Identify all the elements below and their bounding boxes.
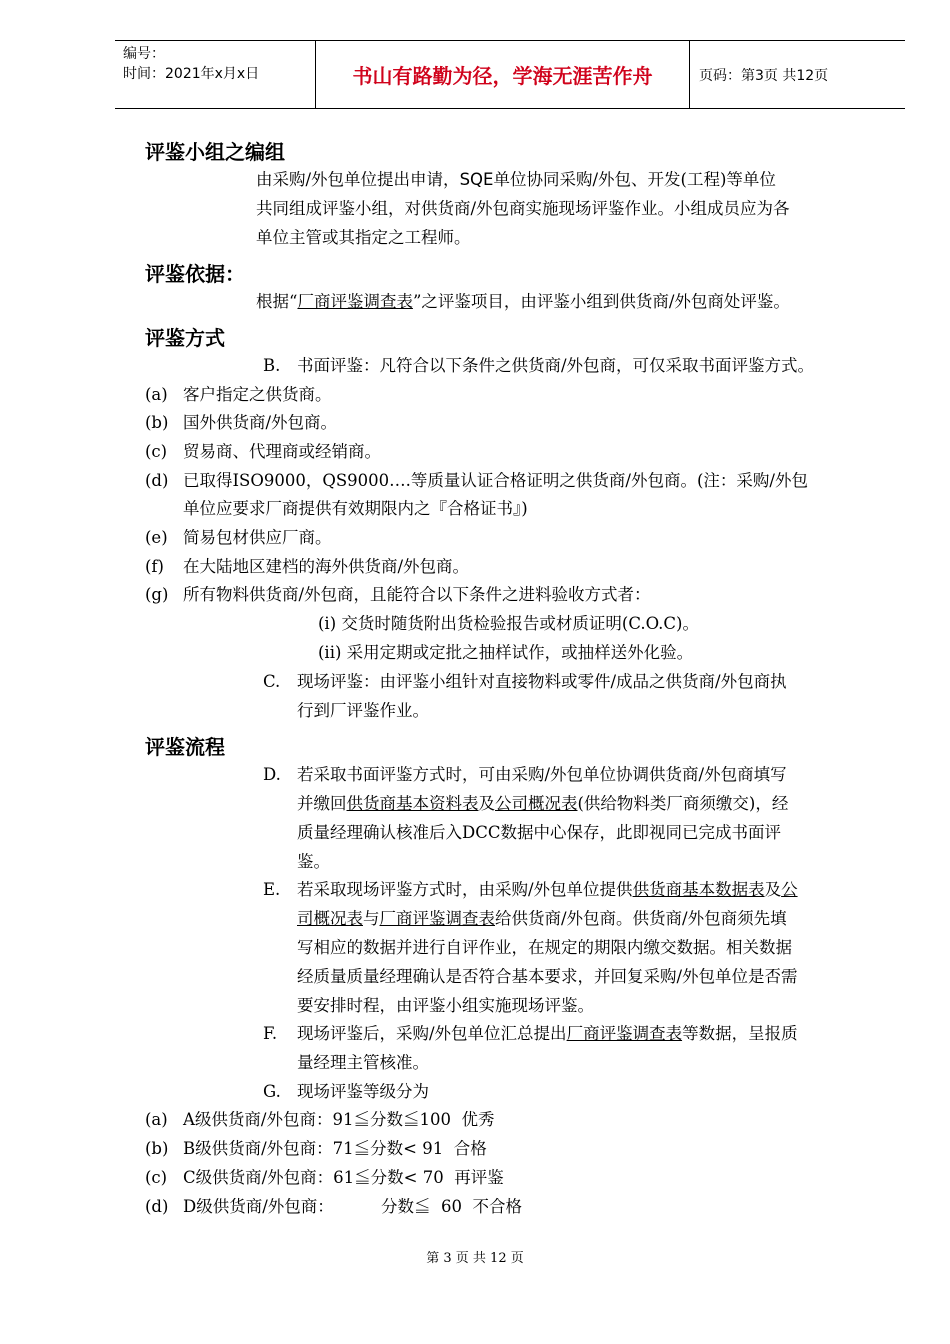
list-key: E. xyxy=(263,880,281,899)
list-item: 单位应要求厂商提供有效期限内之『合格证书』) xyxy=(183,499,528,518)
number-label: 编号： xyxy=(123,46,165,62)
section-paragraph xyxy=(256,165,790,252)
form-link: 公司概况表 xyxy=(495,794,578,813)
list-key: B. xyxy=(263,356,281,375)
header-divider xyxy=(689,41,690,108)
page-header xyxy=(115,40,905,109)
paragraph-line: 单位主管或其指定之工程师。 xyxy=(256,228,471,247)
list-item: (d) 已取得ISO9000，QS9000….等质量认证合格证明之供货商/外包商。(注：采购/外包 xyxy=(145,471,808,490)
form-link: 供货商基本数据表 xyxy=(632,880,765,899)
form-link: 公 xyxy=(781,880,798,899)
list-item: (g) 所有物料供货商/外包商，且能符合以下条件之进料验收方式者： xyxy=(145,585,651,604)
form-link: 厂商评鉴调查表 xyxy=(566,1024,683,1043)
list-key: F. xyxy=(263,1024,278,1043)
sub-item: (i) 交货时随货附出货检验报告或材质证明(C.O.C)。 xyxy=(318,614,699,633)
list-key: D. xyxy=(263,765,281,784)
section-title: 评鉴方式 xyxy=(145,326,225,350)
list-item: B. 书面评鉴：凡符合以下条件之供货商/外包商，可仅采取书面评鉴方式。 xyxy=(263,351,903,380)
paragraph-line: 由采购/外包单位提出申请，SQE单位协同采购/外包、开发(工程)等单位 xyxy=(256,170,776,189)
sub-item: (ii) 采用定期或定批之抽样试作，或抽样送外化验。 xyxy=(318,643,694,662)
paragraph-line: 共同组成评鉴小组，对供货商/外包商实施现场评鉴作业。小组成员应为各 xyxy=(256,199,790,218)
header-page-number: 页码：第3页 共12页 xyxy=(699,67,829,84)
grade-item: (a) A级供货商/外包商：91≦分数≦100 优秀 xyxy=(145,1110,495,1129)
list-item: (e) 简易包材供应厂商。 xyxy=(145,528,332,547)
list-item: D. 若采取书面评鉴方式时，可由采购/外包单位协调供货商/外包商填写 并缴回供货商基本资料表及公司概况表(供给物料类厂商须缴交)，经 质量经理确认核准后入DCC数据中心保存，此即视同已完成书面评 鉴。 xyxy=(263,760,903,876)
section-title: 评鉴流程 xyxy=(145,735,225,759)
page-footer: 第 3 页 共 12 页 xyxy=(426,1251,524,1266)
list-item: F. 现场评鉴后，采购/外包单位汇总提出厂商评鉴调查表等数据，呈报质 量经理主管核准。 xyxy=(263,1019,903,1077)
section-title: 评鉴小组之编组 xyxy=(145,140,285,164)
header-meta xyxy=(123,44,259,84)
list-key: C. xyxy=(263,672,281,691)
section-title: 评鉴依据： xyxy=(145,262,245,286)
form-link: 厂商评鉴调查表 xyxy=(297,292,413,311)
time-text: 时间：2021年x月x日 xyxy=(123,66,260,82)
list-item: (b) 国外供货商/外包商。 xyxy=(145,413,338,432)
section-paragraph: 根据“厂商评鉴调查表”之评鉴项目，由评鉴小组到供货商/外包商处评鉴。 xyxy=(256,292,790,311)
list-item: (f) 在大陆地区建档的海外供货商/外包商。 xyxy=(145,557,470,576)
header-motto: 书山有路勤为径，学海无涯苦作舟 xyxy=(352,64,653,88)
list-key: G. xyxy=(263,1082,281,1101)
grade-item: (b) B级供货商/外包商：71≦分数< 91 合格 xyxy=(145,1139,487,1158)
form-link: 司概况表 xyxy=(297,909,363,928)
grade-item: (d) D级供货商/外包商： 分数≦ 60 不合格 xyxy=(145,1197,522,1216)
list-item: (c) 贸易商、代理商或经销商。 xyxy=(145,442,381,461)
list-item: C. 现场评鉴：由评鉴小组针对直接物料或零件/成品之供货商/外包商执 行到厂评鉴作业。 xyxy=(263,667,903,725)
grade-item: (c) C级供货商/外包商：61≦分数< 70 再评鉴 xyxy=(145,1168,504,1187)
list-item: G. 现场评鉴等级分为 xyxy=(263,1077,903,1106)
list-item: (a) 客户指定之供货商。 xyxy=(145,385,332,404)
form-link: 供货商基本资料表 xyxy=(346,794,479,813)
list-item: E. 若采取现场评鉴方式时，由采购/外包单位提供供货商基本数据表及公 司概况表与厂商评鉴调查表给供货商/外包商。供货商/外包商须先填 写相应的数据并进行自评作业，在规定的期限内缴交数据。相关数据 经质量质量经理确认是否符合基本要求，并回复采购/外包单位是否需 要安排时程，由评鉴小组实施现场评鉴。 xyxy=(263,875,903,1020)
form-link: 厂商评鉴调查表 xyxy=(379,909,495,928)
